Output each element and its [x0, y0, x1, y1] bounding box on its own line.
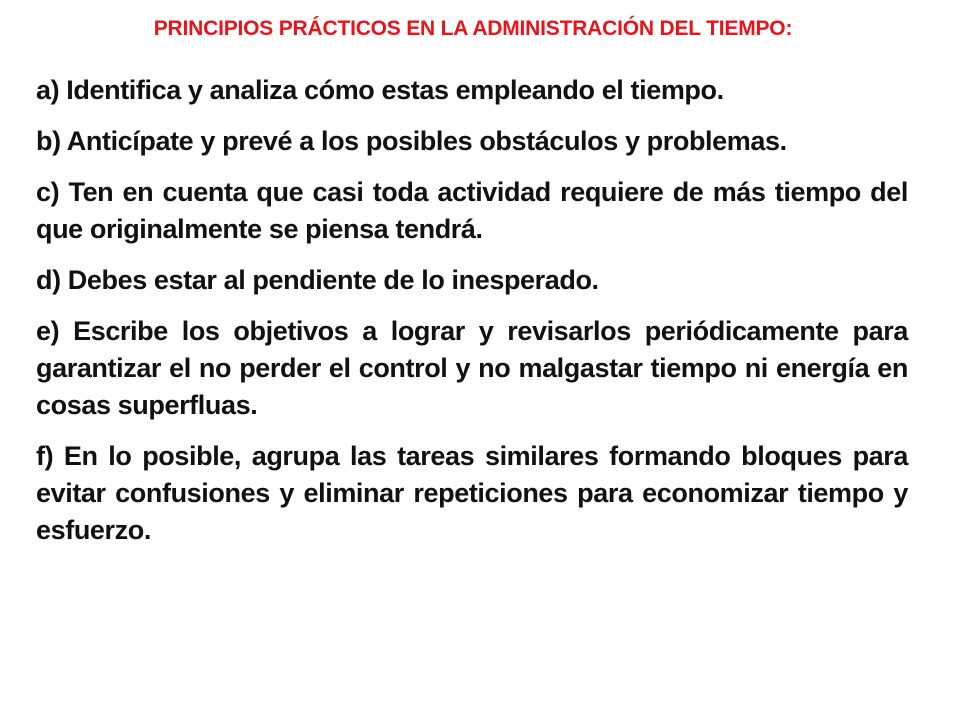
principles-list: [36, 72, 908, 563]
principle-item-c: c) Ten en cuenta que casi toda actividad requiere de más tiempo del que originalmente se piensa tendrá.: [36, 177, 908, 244]
principle-item-a: a) Identifica y analiza cómo estas empleando el tiempo.: [36, 75, 724, 105]
slide-title: PRINCIPIOS PRÁCTICOS EN LA ADMINISTRACIÓN DEL TIEMPO:: [153, 17, 793, 40]
principle-item-b: b) Anticípate y prevé a los posibles obstáculos y problemas.: [36, 126, 787, 156]
principle-item-f: f) En lo posible, agrupa las tareas similares formando bloques para evitar confusiones y eliminar repeticiones para economizar tiempo y esfuerzo.: [36, 441, 908, 545]
principle-item-e: e) Escribe los objetivos a lograr y revisarlos periódicamente para garantizar el no perder el control y no malgastar tiempo ni energía en cosas superfluas.: [36, 316, 908, 420]
principle-item-d: d) Debes estar al pendiente de lo inesperado.: [36, 265, 599, 295]
